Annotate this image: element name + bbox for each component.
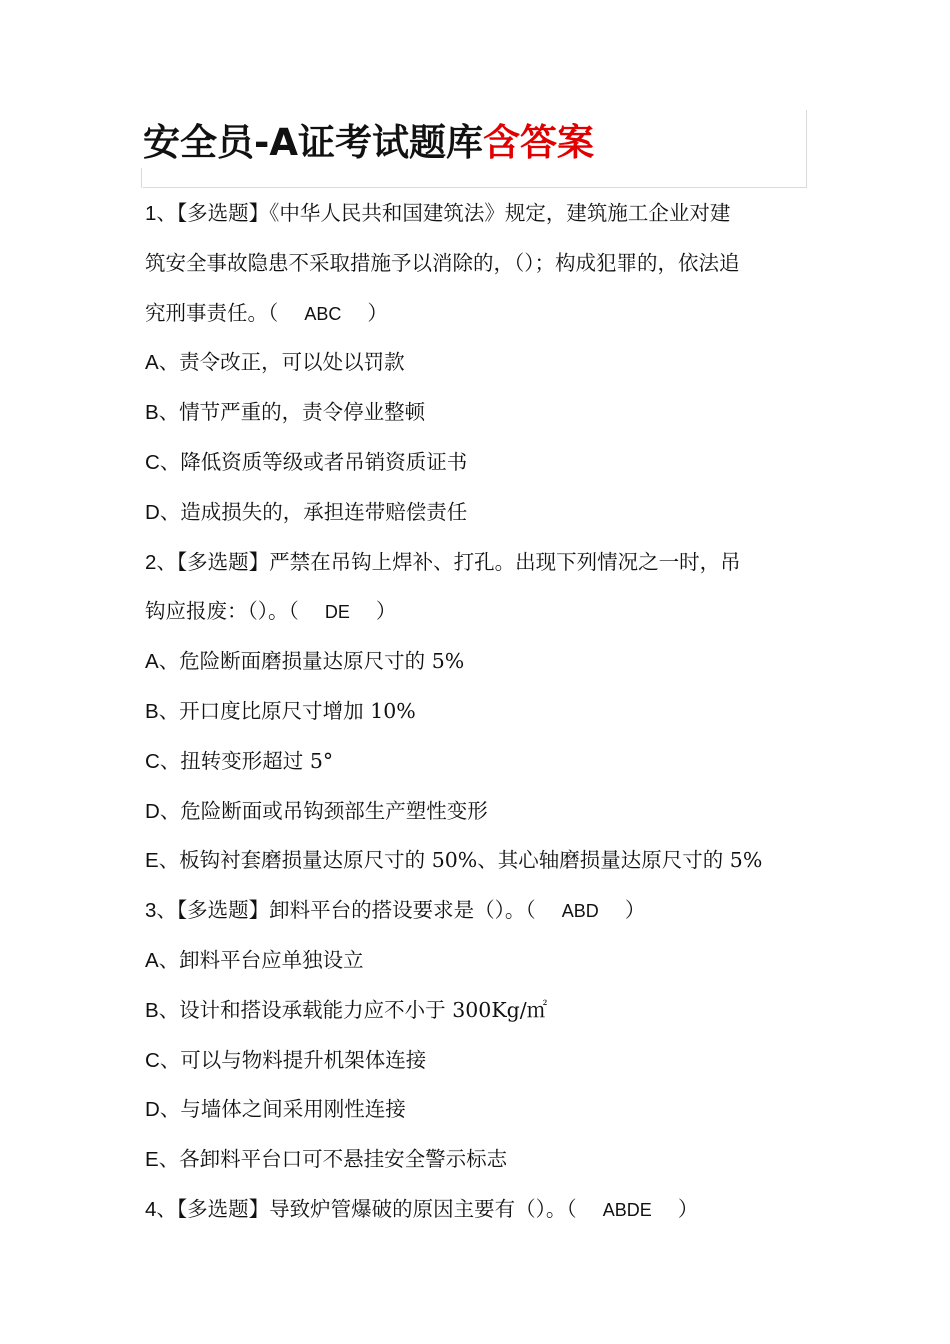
option-item [145, 1036, 810, 1086]
question-2-line-1 [145, 538, 810, 588]
question-3-line-1 [145, 886, 810, 936]
question-2-line-2 [145, 587, 810, 637]
title-main: 安全员-A证考试题库 [143, 121, 483, 164]
question-1-line-3 [145, 289, 810, 339]
option-item [145, 936, 810, 986]
option-text: 、各卸料平台口可不悬挂安全警示标志 [158, 1147, 508, 1172]
option-item [145, 836, 810, 886]
option-item [145, 388, 810, 438]
option-text: 、与墙体之间采用刚性连接 [159, 1097, 406, 1122]
title-box [143, 110, 807, 188]
question-text: 、【多选题】《中华人民共和国建筑法》规定，建筑施工企业对建 [156, 201, 731, 225]
option-text: 、责令改正，可以处以罚款 [158, 350, 405, 375]
option-letter: A [145, 948, 159, 972]
option-text: 、情节严重的，责令停业整顿 [158, 400, 426, 425]
option-letter: C [145, 1048, 160, 1072]
option-text: 、造成损失的，承担连带赔偿责任 [159, 499, 468, 524]
question-1-line-2 [145, 239, 810, 289]
question-number: 2 [145, 550, 157, 574]
option-item [145, 438, 810, 488]
option-item [145, 787, 810, 837]
option-letter: B [145, 401, 159, 425]
option-text: 、卸料平台应单独设立 [158, 947, 364, 972]
option-item [145, 1135, 810, 1185]
answer-close: ） [375, 599, 397, 624]
option-letter: A [145, 650, 159, 674]
question-4-line-1 [145, 1185, 810, 1235]
option-text: 、降低资质等级或者吊销资质证书 [159, 449, 468, 474]
question-number: 3 [145, 899, 157, 923]
option-text: 、危险断面或吊钩颈部生产塑性变形 [159, 798, 488, 823]
option-text: 、扭转变形超过 5° [159, 748, 334, 773]
question-number: 1 [145, 202, 157, 225]
title-box-corner [141, 168, 142, 188]
question-number: 4 [145, 1197, 157, 1221]
answer-close: ） [624, 898, 646, 923]
option-text: 、设计和搭设承载能力应不小于 300Kg/㎡ [158, 997, 548, 1022]
option-item [145, 338, 810, 388]
option-text: 、可以与物料提升机架体连接 [159, 1047, 427, 1072]
answer-key: ABC [304, 303, 342, 324]
answer-close: ） [677, 1196, 699, 1221]
question-text: 筑安全事故隐患不采取措施予以消除的，（）；构成犯罪的，依法追 [145, 250, 740, 275]
answer-close: ） [367, 300, 388, 325]
answer-key: ABD [561, 901, 599, 922]
option-letter: E [145, 849, 159, 873]
option-letter: D [145, 1098, 160, 1122]
option-item [145, 687, 810, 737]
option-item [145, 637, 810, 687]
option-letter: C [145, 450, 160, 474]
option-item [145, 1085, 810, 1135]
option-item [145, 986, 810, 1036]
answer-key: DE [324, 602, 350, 623]
question-1-line-1 [145, 189, 810, 239]
question-text: 、【多选题】导致炉管爆破的原因主要有（）。（ [156, 1196, 577, 1221]
answer-key: ABDE [602, 1199, 652, 1220]
question-text: 究刑事责任。（ [145, 300, 279, 325]
question-text: 、【多选题】卸料平台的搭设要求是（）。（ [156, 898, 536, 923]
option-item [145, 737, 810, 787]
option-text: 、开口度比原尺寸增加 10% [158, 698, 416, 723]
question-text: 、【多选题】严禁在吊钩上焊补、打孔。出现下列情况之一时，吊 [156, 549, 741, 574]
option-letter: B [145, 699, 159, 723]
option-letter: C [145, 749, 160, 773]
option-letter: A [145, 351, 159, 375]
option-text: 、板钩衬套磨损量达原尺寸的 50%、其心轴磨损量达原尺寸的 5% [158, 848, 763, 873]
option-letter: D [145, 500, 160, 524]
option-letter: D [145, 799, 160, 823]
option-letter: B [145, 998, 159, 1022]
option-text: 、危险断面磨损量达原尺寸的 5% [158, 649, 465, 674]
title-highlight: 含答案 [483, 121, 594, 164]
question-text: 钩应报废：（）。（ [145, 599, 299, 624]
question-list [145, 189, 810, 1235]
option-item [145, 488, 810, 538]
option-letter: E [145, 1148, 159, 1172]
page-title [143, 112, 594, 166]
